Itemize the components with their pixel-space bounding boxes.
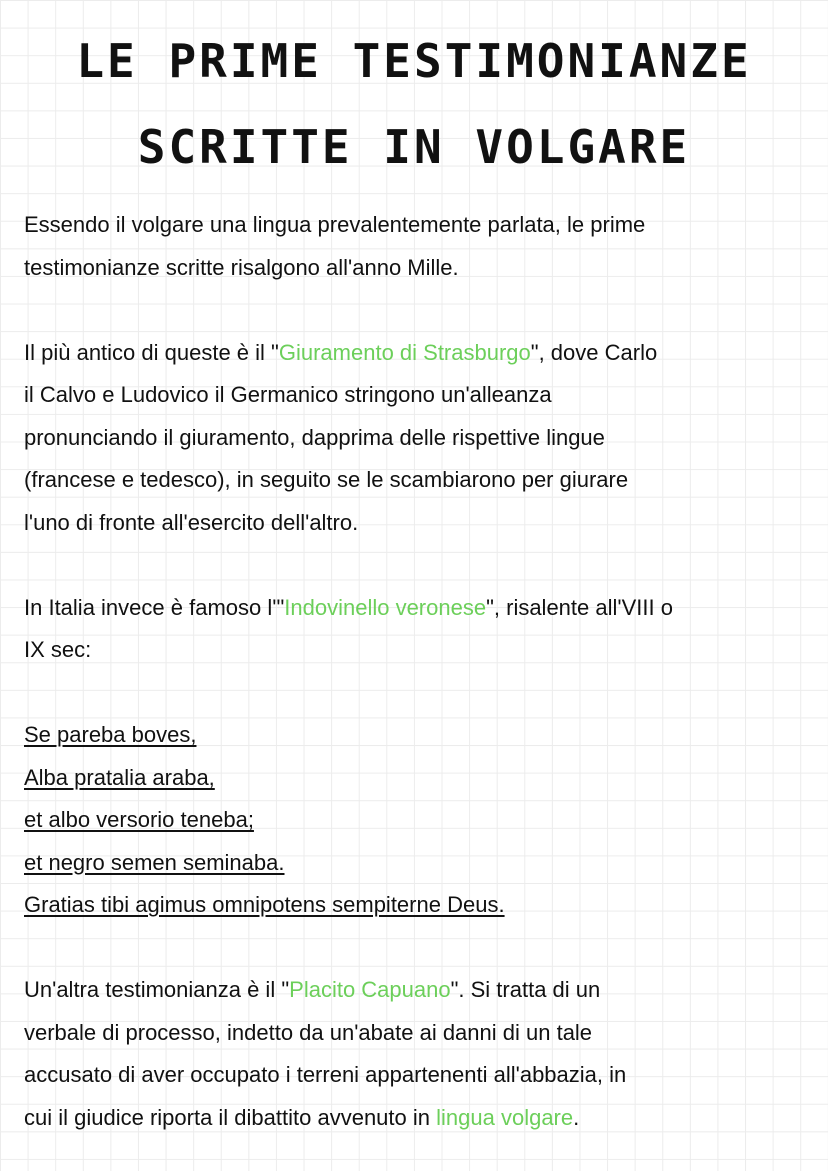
text-line — [24, 332, 814, 375]
text-line — [24, 1097, 814, 1140]
strasburgo-paragraph — [24, 332, 814, 545]
highlight-giuramento: Giuramento di Strasburgo — [278, 339, 531, 365]
text-run: cui il giudice riporta il dibattito avvenuto in — [24, 1104, 437, 1130]
text-line — [24, 969, 814, 1012]
title-line-1: LE PRIME TESTIMONIANZE — [76, 34, 752, 88]
text-line: IX sec: — [24, 637, 92, 662]
paragraph-gap — [24, 672, 814, 715]
document-body — [24, 204, 814, 1139]
text-line: l'uno di fronte all'esercito dell'altro. — [24, 509, 359, 535]
text-run: . — [573, 1104, 580, 1130]
highlight-indovinello: Indovinello veronese — [284, 594, 487, 620]
text-line: il Calvo e Ludovico il Germanico stringono un'alleanza — [24, 382, 552, 407]
poem-line: Se pareba boves, — [24, 722, 197, 747]
highlight-placito: Placito Capuano — [289, 977, 451, 1002]
text-line: accusato di aver occupato i terreni appartenenti all'abbazia, in — [24, 1062, 627, 1087]
indovinello-paragraph — [24, 587, 814, 672]
text-run: Il più antico di queste è il " — [24, 339, 279, 365]
text-run: Un'altra testimonianza è il " — [24, 977, 290, 1002]
text-line: testimonianze scritte risalgono all'anno Mille. — [24, 254, 459, 280]
title-line-2: SCRITTE IN VOLGARE — [137, 120, 691, 174]
text-run: ", dove Carlo — [530, 339, 658, 365]
paragraph-gap — [24, 544, 814, 587]
text-line: (francese e tedesco), in seguito se le scambiarono per giurare — [24, 467, 629, 492]
text-run: ". Si tratta di un — [450, 977, 601, 1002]
intro-paragraph — [24, 204, 814, 289]
paragraph-gap — [24, 927, 814, 970]
text-line: Essendo il volgare una lingua prevalentemente parlata, le prime — [24, 212, 646, 237]
text-run: ", risalente all'VIII o — [486, 594, 673, 620]
poem-line: Alba pratalia araba, — [24, 764, 215, 790]
text-line: pronunciando il giuramento, dapprima delle rispettive lingue — [24, 424, 605, 450]
poem-line: et albo versorio teneba; — [24, 807, 254, 832]
text-line — [24, 587, 814, 630]
placito-paragraph — [24, 969, 814, 1139]
poem-line: et negro semen seminaba. — [24, 849, 285, 875]
text-line: verbale di processo, indetto da un'abate ai danni di un tale — [24, 1019, 593, 1045]
poem-line: Gratias tibi agimus omnipotens sempiterne Deus. — [24, 892, 505, 917]
page-title — [0, 18, 828, 190]
text-run: In Italia invece è famoso l'" — [24, 594, 285, 620]
paragraph-gap — [24, 289, 814, 332]
poem-block — [24, 714, 814, 927]
highlight-lingua-volgare: lingua volgare — [436, 1104, 574, 1130]
